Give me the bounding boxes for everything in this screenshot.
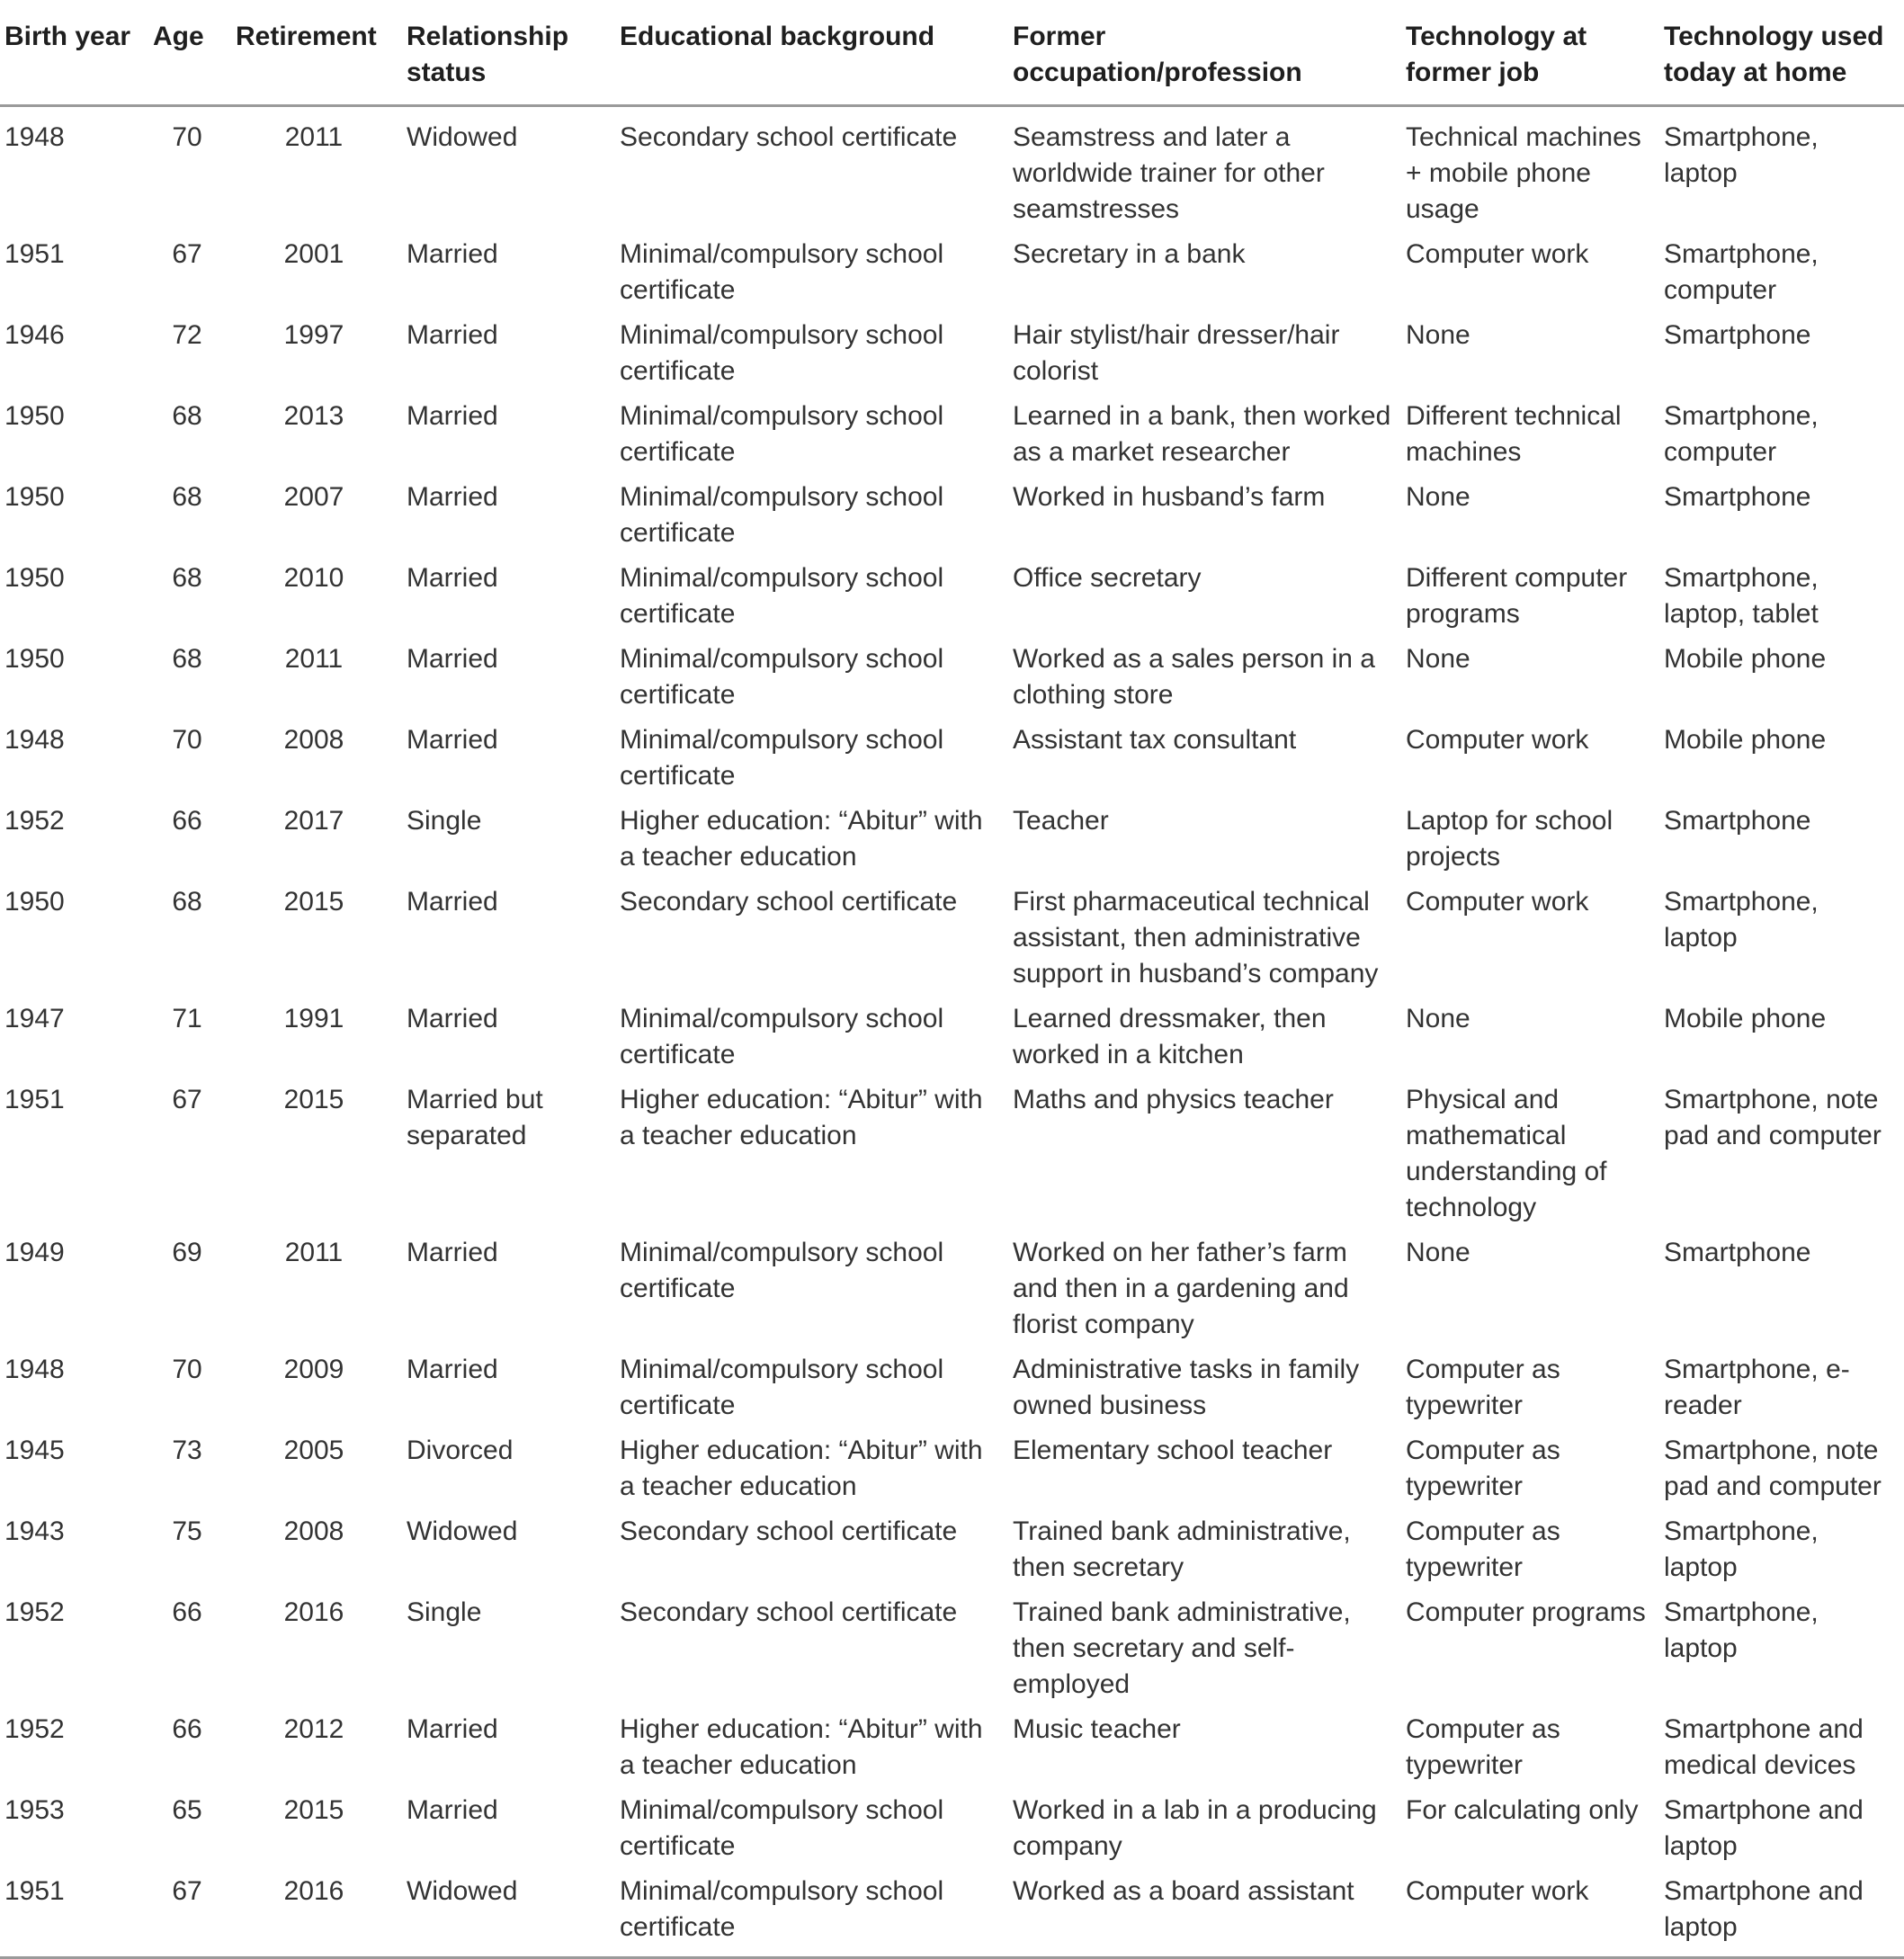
- retirement-cell: 2017: [283, 806, 344, 836]
- educational-background-cell: Minimal/compulsory school certificate: [620, 725, 944, 791]
- birth-year-cell: 1949: [4, 1238, 65, 1267]
- former-occupation-cell: Office secretary: [1013, 563, 1202, 593]
- table-header: [0, 0, 1904, 106]
- age-cell: 67: [172, 1876, 202, 1906]
- age-cell: 66: [172, 1714, 202, 1744]
- technology-former-job-cell: None: [1406, 644, 1470, 674]
- birth-year-cell: 1943: [4, 1516, 65, 1546]
- table-row: [0, 1428, 1904, 1509]
- technology-former-job-cell: Computer work: [1406, 239, 1589, 269]
- birth-year-cell: 1950: [4, 482, 65, 512]
- age-cell: 70: [172, 122, 202, 152]
- table-row: [0, 1707, 1904, 1788]
- birth-year-cell: 1948: [4, 725, 65, 755]
- retirement-cell: 2001: [283, 239, 344, 269]
- technology-today-cell: Smartphone, e-reader: [1664, 1355, 1850, 1420]
- birth-year-cell: 1952: [4, 1714, 65, 1744]
- relationship-status-cell: Married: [407, 482, 498, 512]
- retirement-cell: 2011: [284, 1238, 344, 1267]
- technology-former-job-cell: None: [1406, 1238, 1470, 1267]
- birth-year-cell: 1951: [4, 1876, 65, 1906]
- age-cell: 73: [172, 1436, 202, 1465]
- retirement-cell: 2015: [283, 1795, 344, 1825]
- header-former-occupation: Former occupation/profession: [1006, 0, 1399, 106]
- technology-today-cell: Smartphone, laptop: [1664, 1597, 1819, 1663]
- educational-background-cell: Secondary school certificate: [620, 1516, 958, 1546]
- technology-today-cell: Mobile phone: [1664, 1004, 1827, 1033]
- educational-background-cell: Higher education: “Abitur” with a teacher education: [620, 806, 983, 872]
- retirement-cell: 2015: [283, 1085, 344, 1114]
- technology-former-job-cell: Computer as typewriter: [1406, 1355, 1560, 1420]
- age-cell: 68: [172, 482, 202, 512]
- retirement-cell: 2011: [284, 644, 344, 674]
- table-row: [0, 475, 1904, 556]
- relationship-status-cell: Married: [407, 725, 498, 755]
- birth-year-cell: 1953: [4, 1795, 65, 1825]
- retirement-cell: 2016: [283, 1597, 344, 1627]
- table-row: [0, 556, 1904, 637]
- educational-background-cell: Minimal/compulsory school certificate: [620, 1238, 944, 1303]
- technology-today-cell: Smartphone, computer: [1664, 239, 1819, 305]
- birth-year-cell: 1950: [4, 887, 65, 917]
- relationship-status-cell: Married: [407, 887, 498, 917]
- retirement-cell: 2008: [283, 1516, 344, 1546]
- age-cell: 72: [172, 320, 202, 350]
- table-row: [0, 1230, 1904, 1347]
- technology-former-job-cell: Computer as typewriter: [1406, 1436, 1560, 1501]
- retirement-cell: 2012: [283, 1714, 344, 1744]
- relationship-status-cell: Widowed: [407, 1516, 518, 1546]
- table-row: [0, 313, 1904, 394]
- technology-today-cell: Mobile phone: [1664, 725, 1827, 755]
- technology-today-cell: Smartphone, laptop: [1664, 1516, 1819, 1582]
- retirement-cell: 2015: [283, 887, 344, 917]
- birth-year-cell: 1952: [4, 1597, 65, 1627]
- technology-today-cell: Smartphone: [1664, 1238, 1811, 1267]
- technology-former-job-cell: Different computer programs: [1406, 563, 1628, 629]
- table-row: [0, 1590, 1904, 1707]
- educational-background-cell: Higher education: “Abitur” with a teacher education: [620, 1714, 983, 1780]
- former-occupation-cell: Worked as a sales person in a clothing store: [1013, 644, 1375, 710]
- header-technology-former-job: Technology at former job: [1399, 0, 1657, 106]
- age-cell: 70: [172, 725, 202, 755]
- relationship-status-cell: Married: [407, 1714, 498, 1744]
- relationship-status-cell: Married: [407, 1238, 498, 1267]
- educational-background-cell: Higher education: “Abitur” with a teacher education: [620, 1436, 983, 1501]
- header-educational-background: Educational background: [612, 0, 1006, 106]
- technology-former-job-cell: None: [1406, 482, 1470, 512]
- relationship-status-cell: Married: [407, 401, 498, 431]
- birth-year-cell: 1950: [4, 563, 65, 593]
- birth-year-cell: 1948: [4, 122, 65, 152]
- educational-background-cell: Minimal/compulsory school certificate: [620, 1876, 944, 1942]
- relationship-status-cell: Widowed: [407, 122, 518, 152]
- age-cell: 66: [172, 806, 202, 836]
- technology-former-job-cell: Computer work: [1406, 1876, 1589, 1906]
- former-occupation-cell: Worked in a lab in a producing company: [1013, 1795, 1377, 1861]
- retirement-cell: 2010: [283, 563, 344, 593]
- birth-year-cell: 1950: [4, 644, 65, 674]
- birth-year-cell: 1947: [4, 1004, 65, 1033]
- retirement-cell: 2013: [283, 401, 344, 431]
- former-occupation-cell: Worked on her father’s farm and then in a gardening and florist company: [1013, 1238, 1349, 1339]
- retirement-cell: 2005: [283, 1436, 344, 1465]
- former-occupation-cell: Learned dressmaker, then worked in a kitchen: [1013, 1004, 1327, 1069]
- header-age: Age: [146, 0, 228, 106]
- age-cell: 68: [172, 887, 202, 917]
- relationship-status-cell: Divorced: [407, 1436, 514, 1465]
- former-occupation-cell: Administrative tasks in family owned business: [1013, 1355, 1360, 1420]
- table-row: [0, 718, 1904, 799]
- technology-former-job-cell: Computer programs: [1406, 1597, 1646, 1627]
- retirement-cell: 1991: [283, 1004, 344, 1033]
- technology-today-cell: Smartphone and medical devices: [1664, 1714, 1864, 1780]
- former-occupation-cell: Music teacher: [1013, 1714, 1181, 1744]
- technology-today-cell: Smartphone and laptop: [1664, 1876, 1864, 1942]
- technology-today-cell: Smartphone, laptop, tablet: [1664, 563, 1819, 629]
- table-row: [0, 1347, 1904, 1428]
- technology-former-job-cell: For calculating only: [1406, 1795, 1639, 1825]
- technology-former-job-cell: Different technical machines: [1406, 401, 1622, 467]
- technology-today-cell: Smartphone, note pad and computer: [1664, 1085, 1882, 1150]
- age-cell: 68: [172, 644, 202, 674]
- technology-today-cell: Mobile phone: [1664, 644, 1827, 674]
- relationship-status-cell: Married: [407, 320, 498, 350]
- educational-background-cell: Secondary school certificate: [620, 122, 958, 152]
- technology-former-job-cell: Computer work: [1406, 887, 1589, 917]
- age-cell: 70: [172, 1355, 202, 1384]
- age-cell: 71: [172, 1004, 202, 1033]
- birth-year-cell: 1952: [4, 806, 65, 836]
- technology-former-job-cell: Computer work: [1406, 725, 1589, 755]
- age-cell: 66: [172, 1597, 202, 1627]
- table-row: [0, 1078, 1904, 1230]
- retirement-cell: 2007: [283, 482, 344, 512]
- educational-background-cell: Minimal/compulsory school certificate: [620, 1795, 944, 1861]
- relationship-status-cell: Married: [407, 239, 498, 269]
- relationship-status-cell: Married: [407, 1355, 498, 1384]
- technology-today-cell: Smartphone: [1664, 482, 1811, 512]
- table-row: [0, 799, 1904, 880]
- relationship-status-cell: Married: [407, 1795, 498, 1825]
- table-row: [0, 1869, 1904, 1956]
- retirement-cell: 2009: [283, 1355, 344, 1384]
- birth-year-cell: 1950: [4, 401, 65, 431]
- age-cell: 68: [172, 401, 202, 431]
- table-row: [0, 394, 1904, 475]
- technology-today-cell: Smartphone and laptop: [1664, 1795, 1864, 1861]
- relationship-status-cell: Single: [407, 806, 482, 836]
- educational-background-cell: Minimal/compulsory school certificate: [620, 320, 944, 386]
- technology-today-cell: Smartphone, laptop: [1664, 122, 1819, 188]
- table-row: [0, 880, 1904, 997]
- former-occupation-cell: Elementary school teacher: [1013, 1436, 1333, 1465]
- educational-background-cell: Minimal/compulsory school certificate: [620, 239, 944, 305]
- former-occupation-cell: Secretary in a bank: [1013, 239, 1246, 269]
- technology-today-cell: Smartphone, note pad and computer: [1664, 1436, 1882, 1501]
- educational-background-cell: Minimal/compulsory school certificate: [620, 482, 944, 548]
- table-row: [0, 232, 1904, 313]
- former-occupation-cell: Seamstress and later a worldwide trainer for other seamstresses: [1013, 122, 1325, 224]
- educational-background-cell: Minimal/compulsory school certificate: [620, 644, 944, 710]
- former-occupation-cell: Hair stylist/hair dresser/hair colorist: [1013, 320, 1340, 386]
- former-occupation-cell: Trained bank administrative, then secretary: [1013, 1516, 1351, 1582]
- technology-former-job-cell: Laptop for school projects: [1406, 806, 1613, 872]
- educational-background-cell: Minimal/compulsory school certificate: [620, 401, 944, 467]
- technology-today-cell: Smartphone: [1664, 320, 1811, 350]
- age-cell: 75: [172, 1516, 202, 1546]
- birth-year-cell: 1945: [4, 1436, 65, 1465]
- educational-background-cell: Minimal/compulsory school certificate: [620, 563, 944, 629]
- birth-year-cell: 1951: [4, 239, 65, 269]
- table-body: [0, 106, 1904, 1957]
- retirement-cell: 2016: [283, 1876, 344, 1906]
- table-row: [0, 1788, 1904, 1869]
- technology-former-job-cell: None: [1406, 1004, 1470, 1033]
- technology-former-job-cell: Physical and mathematical understanding of technology: [1406, 1085, 1607, 1222]
- relationship-status-cell: Single: [407, 1597, 482, 1627]
- table-row: [0, 997, 1904, 1078]
- former-occupation-cell: Worked in husband’s farm: [1013, 482, 1326, 512]
- header-row: [0, 0, 1904, 106]
- educational-background-cell: Minimal/compulsory school certificate: [620, 1355, 944, 1420]
- relationship-status-cell: Married: [407, 563, 498, 593]
- educational-background-cell: Higher education: “Abitur” with a teacher education: [620, 1085, 983, 1150]
- former-occupation-cell: Maths and physics teacher: [1013, 1085, 1334, 1114]
- birth-year-cell: 1946: [4, 320, 65, 350]
- technology-former-job-cell: Computer as typewriter: [1406, 1516, 1560, 1582]
- age-cell: 69: [172, 1238, 202, 1267]
- retirement-cell: 2008: [283, 725, 344, 755]
- technology-today-cell: Smartphone, computer: [1664, 401, 1819, 467]
- retirement-cell: 2011: [284, 122, 344, 152]
- header-technology-today: Technology used today at home: [1657, 0, 1904, 106]
- birth-year-cell: 1948: [4, 1355, 65, 1384]
- technology-today-cell: Smartphone: [1664, 806, 1811, 836]
- former-occupation-cell: Worked as a board assistant: [1013, 1876, 1354, 1906]
- header-birth-year: Birth year: [0, 0, 146, 106]
- technology-former-job-cell: Technical machines + mobile phone usage: [1406, 122, 1641, 224]
- former-occupation-cell: Learned in a bank, then worked as a market researcher: [1013, 401, 1391, 467]
- header-relationship-status: Relationship status: [399, 0, 612, 106]
- age-cell: 68: [172, 563, 202, 593]
- age-cell: 65: [172, 1795, 202, 1825]
- technology-today-cell: Smartphone, laptop: [1664, 887, 1819, 953]
- table-row: [0, 637, 1904, 718]
- former-occupation-cell: Trained bank administrative, then secretary and self-employed: [1013, 1597, 1351, 1699]
- technology-former-job-cell: Computer as typewriter: [1406, 1714, 1560, 1780]
- educational-background-cell: Secondary school certificate: [620, 1597, 958, 1627]
- relationship-status-cell: Married: [407, 1004, 498, 1033]
- former-occupation-cell: First pharmaceutical technical assistant, then administrative support in husband’s company: [1013, 887, 1379, 988]
- birth-year-cell: 1951: [4, 1085, 65, 1114]
- table-row: [0, 106, 1904, 233]
- former-occupation-cell: Assistant tax consultant: [1013, 725, 1297, 755]
- educational-background-cell: Secondary school certificate: [620, 887, 958, 917]
- relationship-status-cell: Widowed: [407, 1876, 518, 1906]
- table-row: [0, 1509, 1904, 1590]
- former-occupation-cell: Teacher: [1013, 806, 1109, 836]
- age-cell: 67: [172, 239, 202, 269]
- age-cell: 67: [172, 1085, 202, 1114]
- retirement-cell: 1997: [283, 320, 344, 350]
- relationship-status-cell: Married: [407, 644, 498, 674]
- educational-background-cell: Minimal/compulsory school certificate: [620, 1004, 944, 1069]
- technology-former-job-cell: None: [1406, 320, 1470, 350]
- relationship-status-cell: Married but separated: [407, 1085, 543, 1150]
- header-retirement: Retirement: [228, 0, 399, 106]
